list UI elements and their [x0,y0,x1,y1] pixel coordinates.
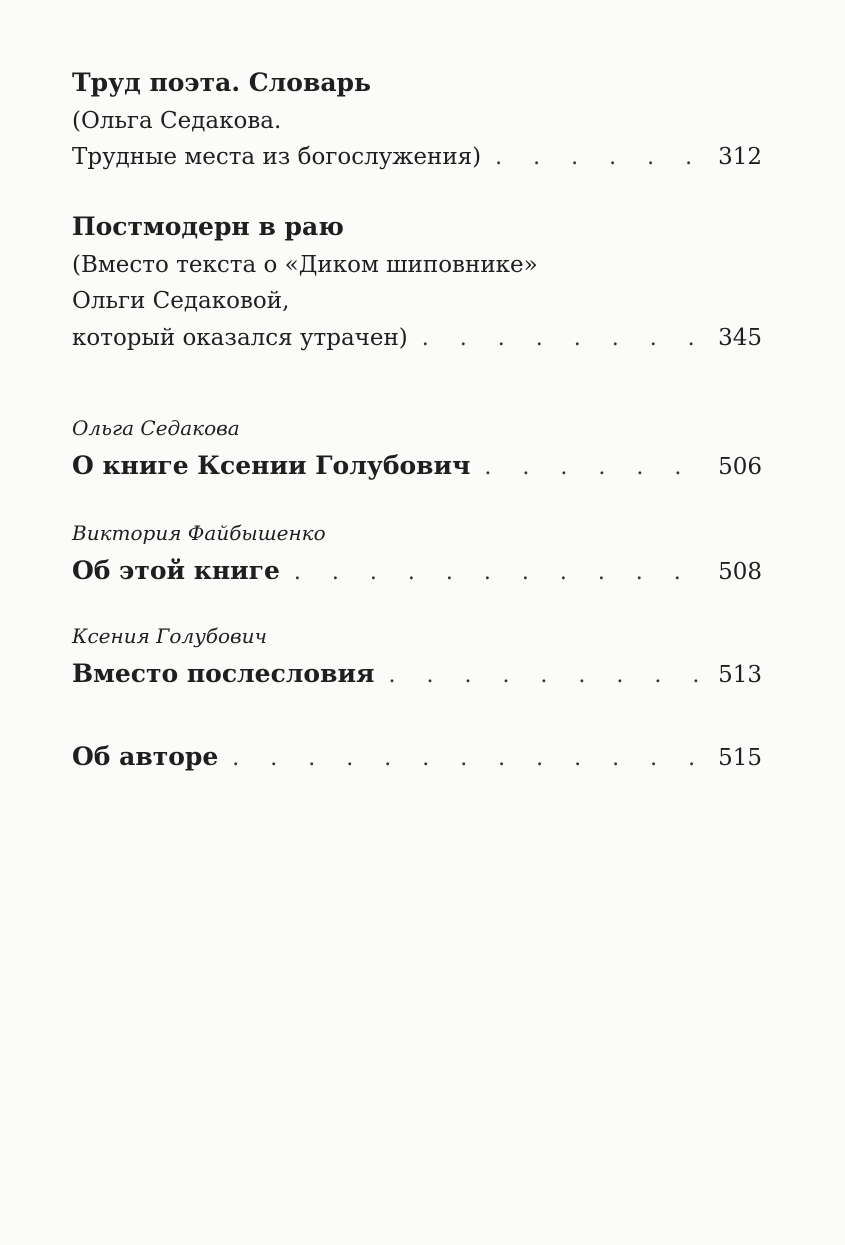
toc-page-number: 506 [718,454,762,480]
toc-entry-line [72,144,762,170]
leader-dots [388,663,704,688]
toc-entry-title: Об этой книге [72,556,280,585]
toc-entry-title: Об авторе [72,742,219,771]
toc-entry-subtitle: (Ольга Седакова. [72,108,282,134]
toc-entry-subtitle: (Вместо текста о «Диком шиповнике» [72,252,538,278]
toc-entry-subtitle: Трудные места из богослужения) [72,144,482,170]
leader-dots [232,746,704,771]
leader-dots [294,560,704,585]
toc-entry-author: Ксения Голубович [72,624,267,648]
toc-entry-author: Виктория Файбышенко [72,521,326,545]
toc-entry-title: Труд поэта. Словарь [72,68,371,97]
leader-dots [484,455,704,480]
toc-entry-title: Вместо послесловия [72,659,375,688]
toc-page-number: 513 [718,662,762,688]
leader-dots [422,326,704,351]
toc-entry-title: Постмодерн в раю [72,212,344,241]
toc-entry-line [72,325,762,351]
toc-entry-line [72,742,762,771]
toc-page-number: 515 [718,745,762,771]
toc-entry-subtitle: Ольги Седаковой, [72,288,290,314]
toc-page-number: 345 [718,325,762,351]
toc-page-number: 312 [718,144,762,170]
toc-entry-line [72,451,762,480]
toc-entry-line [72,659,762,688]
toc-entry-subtitle: который оказался утрачен) [72,325,408,351]
leader-dots [495,145,704,170]
toc-entry-title: О книге Ксении Голубович [72,451,471,480]
toc-entry-author: Ольга Седакова [72,416,240,440]
toc-entry-line [72,556,762,585]
toc-page-number: 508 [718,559,762,585]
